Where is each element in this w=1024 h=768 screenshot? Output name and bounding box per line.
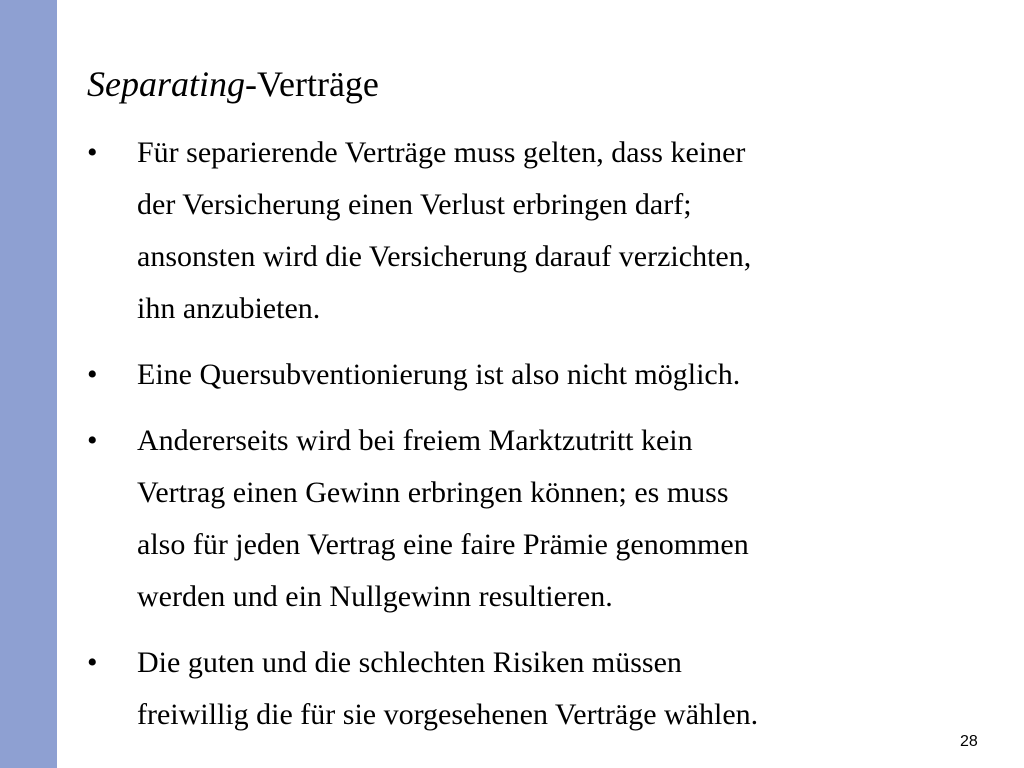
bullet-text-line: freiwillig die für sie vorgesehenen Verträge wählen. [137, 698, 759, 731]
bullet-text-line: Eine Quersubventionierung ist also nicht möglich. [137, 358, 741, 391]
page-number: 28 [960, 733, 978, 750]
bullet-icon: • [87, 424, 98, 457]
bullet-icon: • [87, 646, 98, 679]
bullet-list [87, 127, 987, 755]
bullet-item [87, 127, 987, 335]
bullet-item [87, 637, 987, 741]
side-accent-bar [0, 0, 57, 768]
bullet-text-line: ansonsten wird die Versicherung darauf verzichten, [137, 240, 752, 273]
bullet-icon: • [87, 358, 98, 391]
bullet-item [87, 349, 987, 401]
slide-title [87, 58, 379, 110]
title-rest-part: -Verträge [245, 64, 379, 104]
bullet-icon: • [87, 136, 98, 169]
bullet-text-line: Die guten und die schlechten Risiken müssen [137, 646, 682, 679]
bullet-text-line: der Versicherung einen Verlust erbringen darf; [137, 188, 692, 221]
bullet-text-line: Für separierende Verträge muss gelten, dass keiner [137, 136, 746, 169]
bullet-text-line: also für jeden Vertrag eine faire Prämie genommen [137, 528, 749, 561]
bullet-text-line: werden und ein Nullgewinn resultieren. [137, 580, 613, 613]
title-italic-part: Separating [87, 64, 245, 104]
bullet-text-line: Andererseits wird bei freiem Marktzutritt kein [137, 424, 693, 457]
bullet-text-line: Vertrag einen Gewinn erbringen können; es muss [137, 476, 729, 509]
bullet-item [87, 415, 987, 623]
bullet-text-line: ihn anzubieten. [137, 292, 321, 325]
